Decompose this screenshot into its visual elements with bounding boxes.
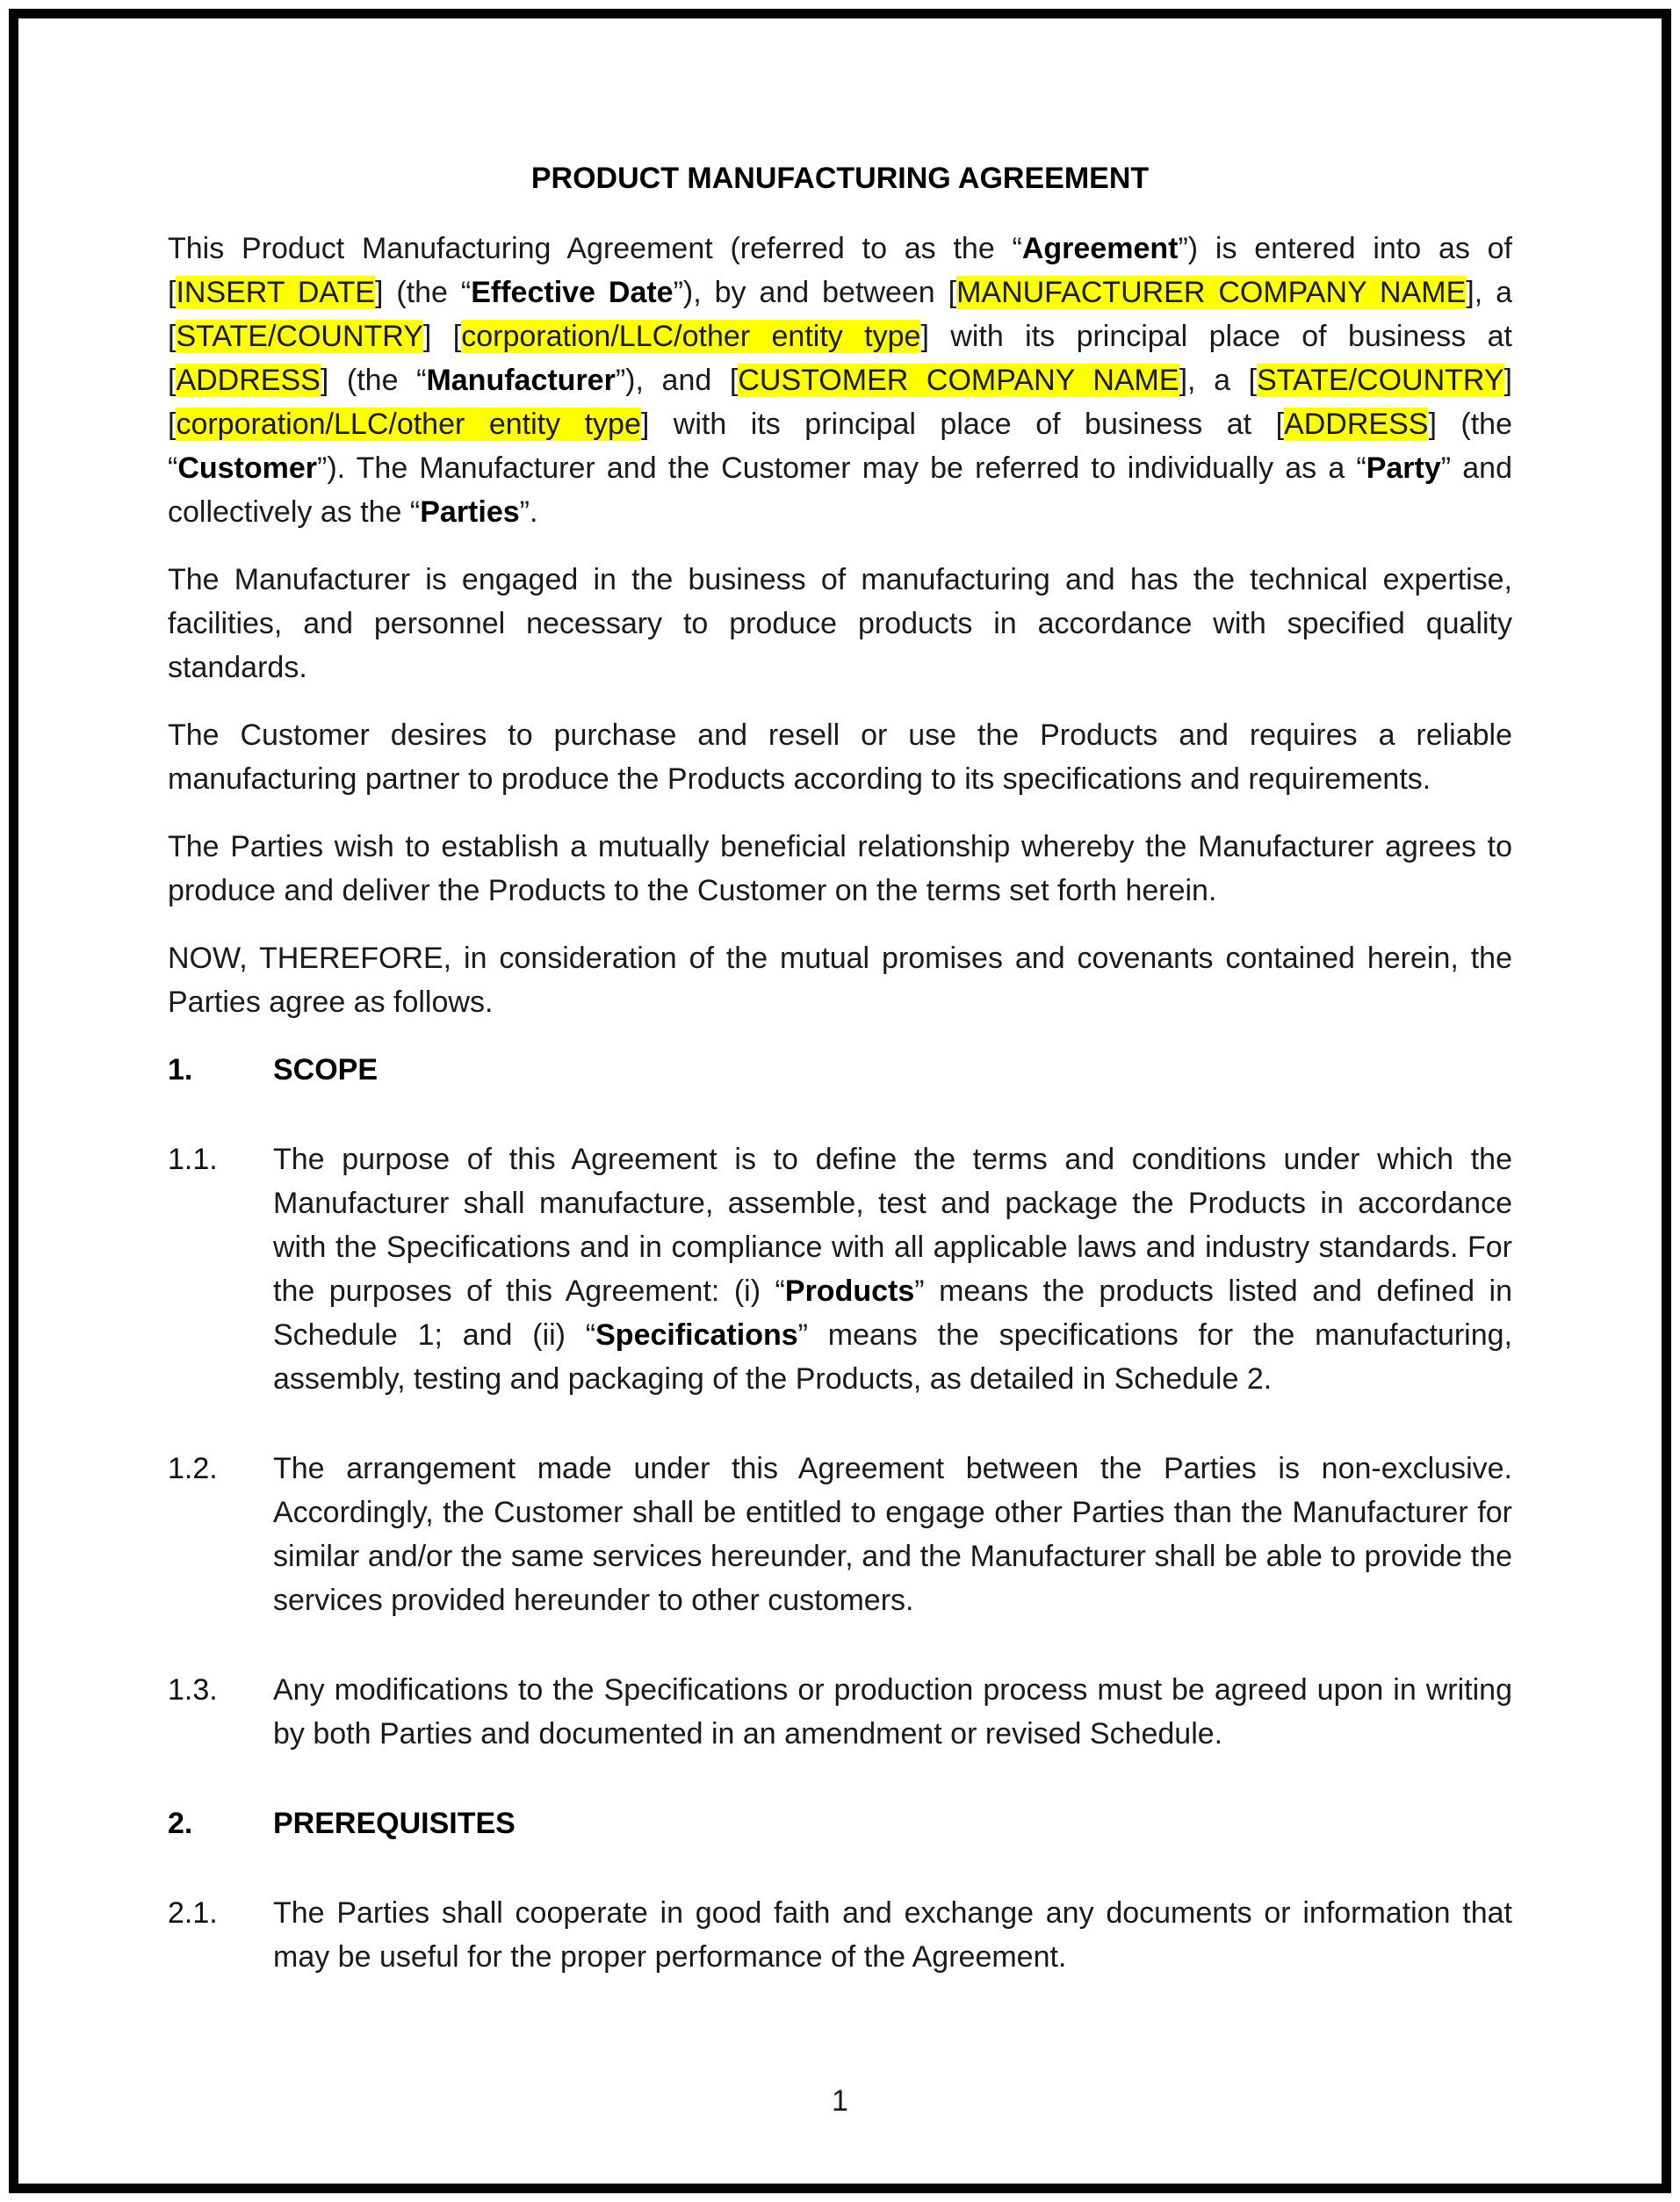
text-run: Parties (420, 495, 520, 529)
text-run: ”) is entered into as of [ (168, 232, 1512, 309)
text-run: ” and collectively as the “ (168, 451, 1512, 529)
placeholder-highlight: STATE/COUNTRY (1257, 364, 1504, 397)
clause-text (273, 1137, 1512, 1401)
text-run: NOW, THEREFORE, in consideration of the mutual promises and covenants contained herein, the Parties agree as follows. (168, 942, 1512, 1019)
text-run: ” means the products listed and defined in Schedule 1; and (ii) “ (273, 1274, 1512, 1352)
text-run: Agreement (1021, 232, 1179, 265)
section-number: 2. (168, 1807, 193, 1840)
text-run: Specifications (595, 1318, 798, 1352)
placeholder-highlight: corporation/LLC/other entity type (176, 408, 641, 441)
placeholder-highlight: INSERT DATE (176, 276, 375, 309)
paragraph (168, 825, 1512, 913)
text-run: ] (the “ (168, 408, 1512, 485)
text-run: ”. (519, 495, 538, 529)
text-run: The purpose of this Agreement is to define the terms and conditions under which the Manufacturer shall manufacture, assemble, test and package the Products in accordance with the Specifications and in compliance with all applicable laws and industry standards. For the purposes of this Agreement: (i) “ (273, 1143, 1512, 1308)
text-run: The arrangement made under this Agreement between the Parties is non-exclusive. Accordingly, the Customer shall be entitled to engage other Parties than the Manufacturer for similar and/or the same services hereunder, and the Manufacturer shall be able to provide the services provided hereunder to other customers. (273, 1452, 1512, 1617)
clause-number: 1.1. (168, 1143, 218, 1176)
text-run: ”), by and between [ (673, 276, 957, 309)
text-run: ”), and [ (615, 364, 739, 397)
text-run: The Customer desires to purchase and resell or use the Products and requires a reliable manufacturing partner to produce the Products according to its specifications and requirements. (168, 718, 1512, 796)
placeholder-highlight: ADDRESS (1284, 408, 1429, 441)
clause-number: 1.3. (168, 1673, 218, 1707)
section-heading-label: PREREQUISITES (273, 1807, 516, 1840)
text-run: ] [ (168, 364, 1512, 441)
text-run: ] (the “ (375, 276, 472, 309)
numbered-clause (168, 1668, 1512, 1756)
text-run: Any modifications to the Specifications or production process must be agreed upon in writing by both Parties and documented in an amendment or revised Schedule. (273, 1673, 1512, 1751)
page-number: 1 (832, 2084, 848, 2118)
paragraph (168, 558, 1512, 689)
text-run: ] with its principal place of business at [ (640, 408, 1285, 441)
text-run: Party (1366, 451, 1441, 485)
placeholder-highlight: ADDRESS (176, 364, 321, 397)
paragraph (168, 713, 1512, 801)
text-run: The Manufacturer is engaged in the business of manufacturing and has the technical expertise, facilities, and personnel necessary to produce products in accordance with specified quality standards. (168, 563, 1512, 684)
text-run: ], a [ (168, 276, 1513, 353)
paragraph (168, 227, 1512, 534)
text-run: The Parties shall cooperate in good faith and exchange any documents or information that may be useful for the proper performance of the Agreement. (273, 1896, 1512, 1974)
text-run: ” means the specifications for the manufacturing, assembly, testing and packaging of the Products, as detailed in Schedule 2. (273, 1318, 1512, 1396)
numbered-clause (168, 1447, 1512, 1622)
section-heading (168, 1048, 1512, 1092)
text-run: ] with its principal place of business at [ (168, 320, 1512, 397)
text-run: The Parties wish to establish a mutually beneficial relationship whereby the Manufacturer agrees to produce and deliver the Products to the Customer on the terms set forth herein. (168, 830, 1512, 907)
document-title: PRODUCT MANUFACTURING AGREEMENT (530, 162, 1150, 195)
clause-text (273, 1668, 1512, 1756)
clause-text (273, 1447, 1512, 1622)
text-run: ] [ (422, 320, 462, 353)
clause-number: 2.1. (168, 1896, 218, 1930)
paragraph (168, 936, 1512, 1024)
text-run: Customer (177, 451, 318, 485)
clause-number: 1.2. (168, 1452, 218, 1485)
placeholder-highlight: MANUFACTURER COMPANY NAME (956, 276, 1467, 309)
section-heading (168, 1801, 1512, 1845)
text-run: This Product Manufacturing Agreement (referred to as the “ (168, 232, 1022, 265)
text-run: ], a [ (1179, 364, 1258, 397)
numbered-clause (168, 1891, 1512, 1979)
placeholder-highlight: STATE/COUNTRY (176, 320, 423, 353)
placeholder-highlight: corporation/LLC/other entity type (461, 320, 921, 353)
numbered-clause (168, 1137, 1512, 1401)
placeholder-highlight: CUSTOMER COMPANY NAME (738, 364, 1179, 397)
section-heading-label: SCOPE (273, 1053, 379, 1087)
document-content (168, 156, 1512, 2025)
text-run: Effective Date (471, 276, 674, 309)
section-number: 1. (168, 1053, 193, 1087)
text-run: Products (784, 1274, 915, 1308)
text-run: Manufacturer (426, 364, 616, 397)
text-run: ] (the “ (320, 364, 427, 397)
text-run: ”). The Manufacturer and the Customer may be referred to individually as a “ (317, 451, 1366, 485)
clause-text (273, 1891, 1512, 1979)
